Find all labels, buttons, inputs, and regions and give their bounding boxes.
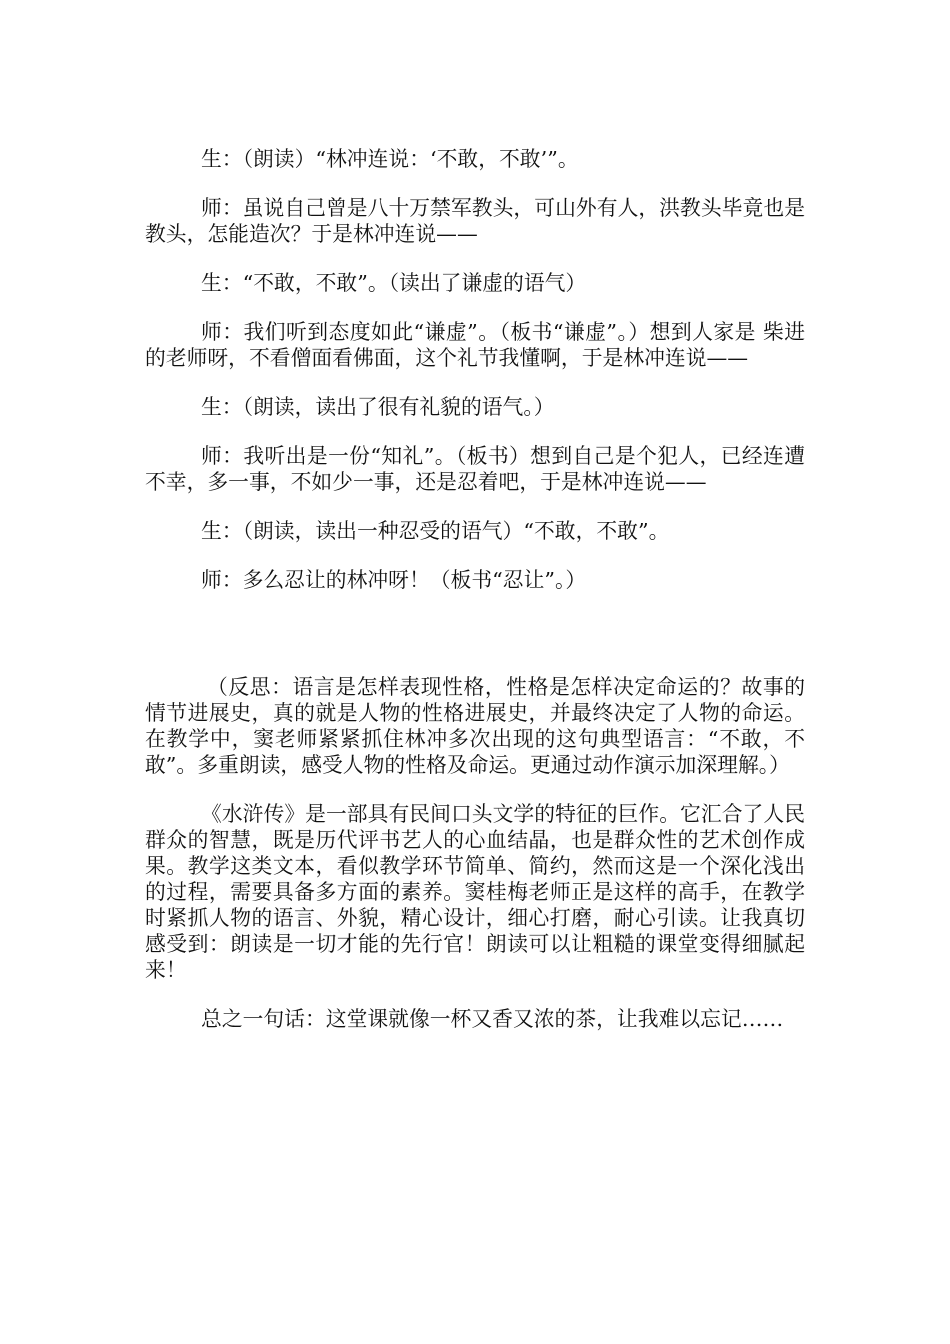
dialogue-student-2: 生：“不敢，不敢”。（读出了谦虚的语气） (201, 271, 587, 295)
document-page (145, 146, 805, 1055)
section-gap (145, 616, 805, 674)
reflection-paragraph: （反思：语言是怎样表现性格，性格是怎样决定命运的？故事的情节进展史，真的就是人物的性格进展史，并最终决定了人物的命运。在教学中，窦老师紧紧抓住林冲多次出现的这句典型语言：“不敢，不敢”。多重朗读，感受人物的性格及命运。更通过动作演示加深理解。） (145, 675, 805, 777)
dialogue-teacher-1: 师：虽说自己曾是八十万禁军教头，可山外有人，洪教头毕竟也是教头，怎能造次？于是林冲连说—— (145, 196, 805, 246)
dialogue-student-3: 生：（朗读，读出了很有礼貌的语气。） (201, 395, 555, 419)
dialogue-teacher-2: 师：我们听到态度如此“谦虚”。（板书“谦虚”。）想到人家是 柴进的老师呀，不看僧面看佛面，这个礼节我懂啊，于是林冲连说—— (145, 320, 805, 370)
shuihu-paragraph: 《水浒传》是一部具有民间口头文学的特征的巨作。它汇合了人民群众的智慧，既是历代评书艺人的心血结晶，也是群众性的艺术创作成果。教学这类文本，看似教学环节简单、简约，然而这是一个深化浅出的过程，需要具备多方面的素养。窦桂梅老师正是这样的高手，在教学时紧抓人物的语言、外貌，精心设计，细心打磨，耐心引读。让我真切感受到：朗读是一切才能的先行官！朗读可以让粗糙的课堂变得细腻起来！ (145, 802, 805, 982)
dialogue-teacher-3: 师：我听出是一份“知礼”。（板书）想到自己是个犯人，已经连遭不幸，多一事，不如少一事，还是忍着吧，于是林冲连说—— (145, 444, 805, 494)
dialogue-student-4: 生：（朗读，读出一种忍受的语气）“不敢，不敢”。 (201, 519, 670, 543)
dialogue-student-1: 生：（朗读）“林冲连说：‘不敢，不敢’”。 (201, 147, 579, 171)
conclusion-paragraph: 总之一句话：这堂课就像一杯又香又浓的茶，让我难以忘记…… (201, 1007, 784, 1031)
dialogue-teacher-4: 师：多么忍让的林冲呀！（板书“忍让”。） (201, 568, 587, 592)
